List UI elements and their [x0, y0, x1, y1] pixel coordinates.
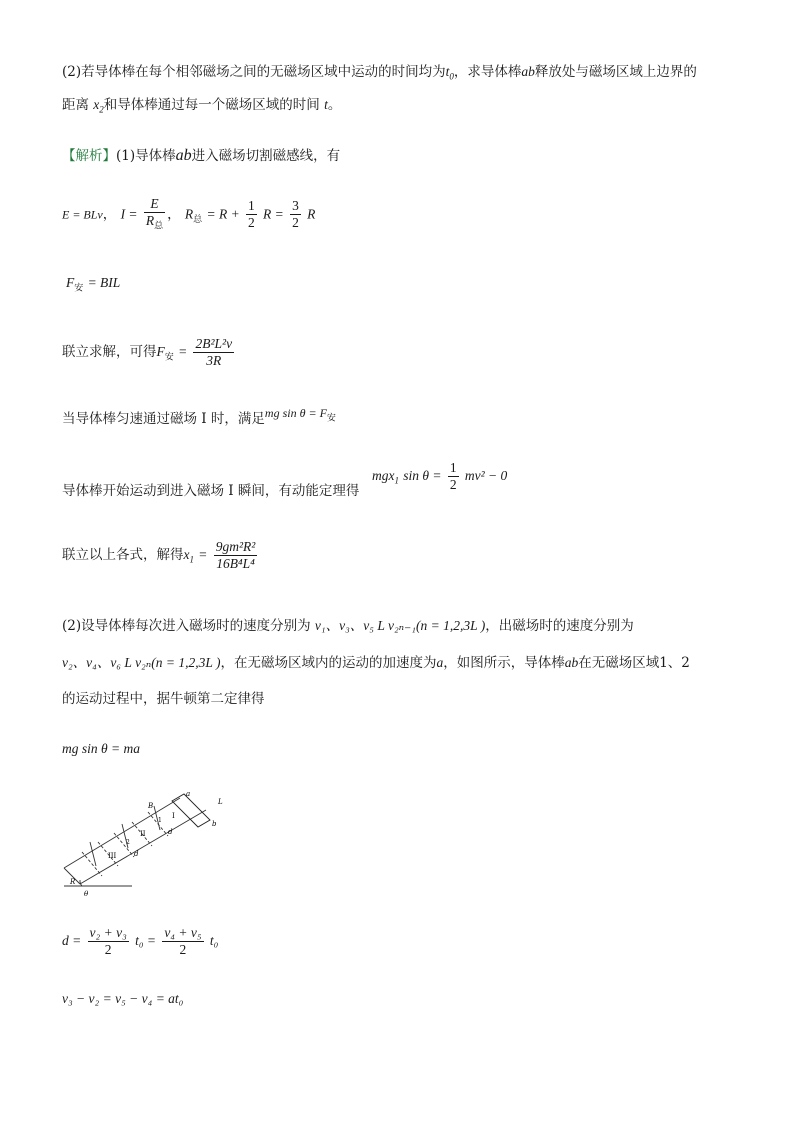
label-region-II: II: [140, 830, 146, 838]
solve-line: 联立以上各式，解得$x_1$ = $\frac{\text{9gm²R²}}{\text{16B⁴L⁴}}$: [62, 539, 256, 571]
part2-line-2: v₂、v₄、v₆ L v₂ₙ(n = 1,2,3L )，在无磁场区域内的运动的加速度为a，如图所示，导体棒ab在无磁场区域1、2: [62, 655, 690, 671]
label-B: B: [148, 802, 154, 810]
kinetic-energy-equation: mgx$_1$ sin θ = $\frac{1}{2}$ mv² − 0: [372, 460, 508, 492]
label-b: b: [212, 820, 217, 828]
label-R: R: [70, 878, 76, 886]
inclined-rail-diagram: [62, 790, 230, 900]
fraction-x1: $\frac{\text{9gm²R²}}{\text{16B⁴L⁴}}$: [215, 539, 256, 571]
fraction-current: $\frac{E}{R_总}$: [145, 196, 164, 231]
magnetic-boundary-3: [114, 833, 134, 857]
fraction-avg-v23: $\frac{\text{v₂ + v₃}}{2}$: [89, 925, 127, 957]
label-theta: θ: [84, 890, 89, 898]
problem-line-2: 距离 $x_2$和导体棒通过每一个磁场区域的时间 t。: [62, 97, 342, 115]
uniform-motion-line: 当导体棒匀速通过磁场 I 时，满足mg $\sin \theta = F_安$: [62, 406, 336, 427]
fraction-three-halves: $\frac{3}{2}$: [292, 198, 299, 231]
label-gap-1: 1: [158, 817, 162, 824]
part2-line-1: (2)设导体棒每次进入磁场时的速度分别为 v₁、v₃、v₅ L v₂ₙ₋₁(n = 1,2,3L )，出磁场时的速度分别为: [62, 618, 634, 634]
problem-line-1: (2)若导体棒在每个相邻磁场之间的无磁场区域中运动的时间均为$t_0$，求导体棒ab释放处与磁场区域上边界的: [62, 64, 697, 82]
label-L: L: [218, 798, 223, 806]
solution-tag: 【解析】: [62, 148, 116, 164]
fraction-force: $\frac{\text{2B²L²v}}{3R}$: [195, 336, 233, 368]
kinetic-energy-line: 导体棒开始运动到进入磁场 I 瞬间，有动能定理得: [62, 483, 360, 499]
label-d-upper: d: [168, 828, 173, 836]
label-region-I: I: [172, 812, 175, 820]
field-arrow-3: [90, 842, 96, 866]
label-region-III: III: [108, 852, 117, 860]
newton-equation: mg sin θ = ma: [62, 741, 140, 756]
fraction-avg-v45: $\frac{\text{v₄ + v₅}}{2}$: [164, 925, 202, 957]
combine-line: 联立求解，可得$F_安$ = $\frac{\text{2B²L²v}}{3R}$: [62, 336, 233, 368]
solution-intro: 【解析】(1)导体棒ab进入磁场切割磁感线，有: [62, 147, 341, 164]
part2-line-3: 的运动过程中，据牛顿第二定律得: [62, 691, 265, 707]
equation-force: $F_安$ = BIL: [66, 275, 121, 294]
label-a: a: [186, 790, 191, 798]
rail-left: [64, 798, 180, 868]
fraction-half-ke: $\frac{1}{2}$: [449, 460, 457, 492]
equation-row-1: E = BLv， I = $\frac{E}{R_总}$ ， $R_总 = R$ + $\frac{1}{2}$ R = $\frac{3}{2}$ R: [62, 196, 315, 237]
label-d-lower: d: [134, 850, 139, 858]
fraction-half: $\frac{1}{2}$: [247, 198, 255, 231]
velocity-difference-equation: v₃ − v₂ = v₅ − v₄ = at₀: [62, 991, 184, 1006]
distance-equation: d = $\frac{\text{v₂ + v₃}}{2}$ t₀ = $\frac{\text{v₄ + v₅}}{2}$ t₀: [62, 925, 219, 957]
label-gap-2: 2: [126, 839, 130, 846]
